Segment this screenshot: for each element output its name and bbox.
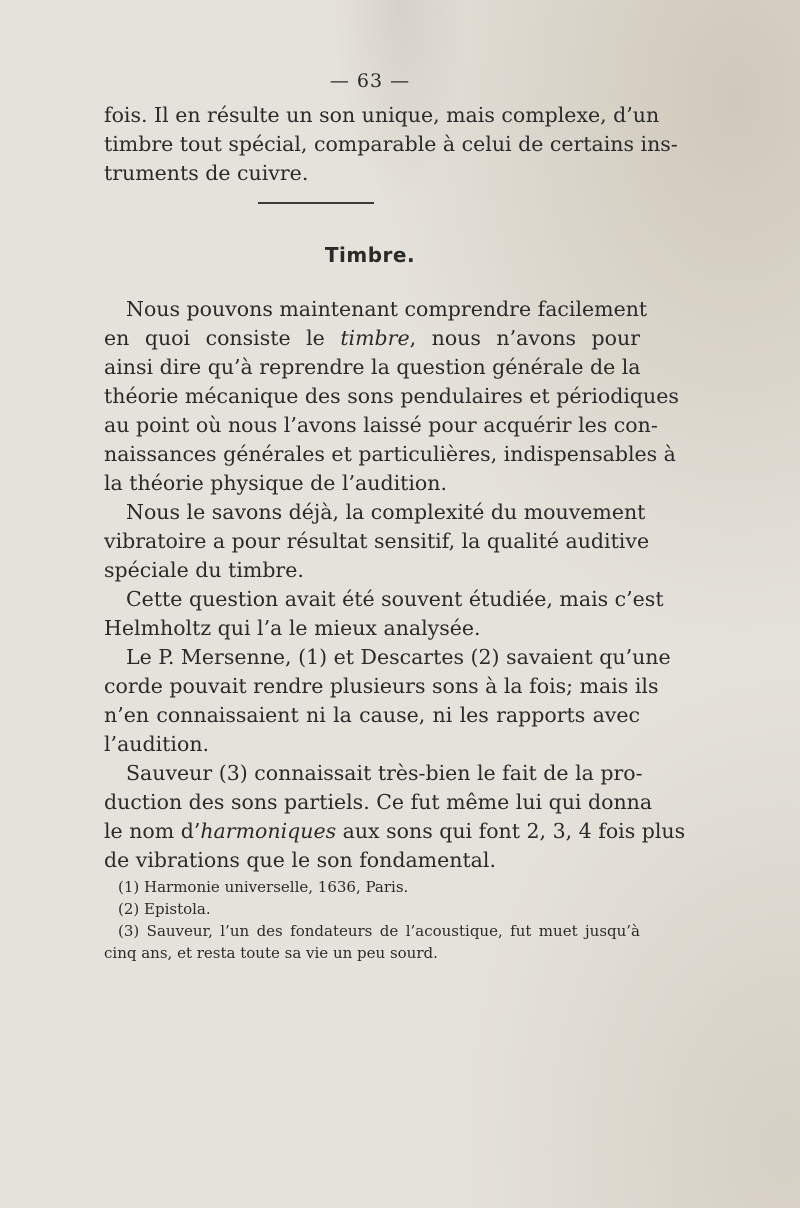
text-line: au point où nous l’avons laissé pour acquérir les con- xyxy=(104,413,658,437)
text-line: théorie mécanique des sons pendulaires et périodiques xyxy=(104,384,679,408)
text-line: timbre tout spécial, comparable à celui de certains ins- xyxy=(104,132,678,156)
text-line: ainsi dire qu’à reprendre la question générale de la xyxy=(104,355,641,379)
text-line: n’en connaissaient ni la cause, ni les rapports avec xyxy=(104,703,640,727)
text-line: Helmholtz qui l’a le mieux analysée. xyxy=(104,616,481,640)
footnote-2: (2) Epistola. xyxy=(118,900,211,918)
body-text xyxy=(104,295,686,875)
text-line: la théorie physique de l’audition. xyxy=(104,471,447,495)
text-line: de vibrations que le son fondamental. xyxy=(104,848,496,872)
text-line: naissances générales et particulières, indispensables à xyxy=(104,442,676,466)
intro-paragraph xyxy=(104,101,678,188)
text-line: corde pouvait rendre plusieurs sons à la fois; mais ils xyxy=(104,674,659,698)
footnote-1: (1) Harmonie universelle, 1636, Paris. xyxy=(118,878,409,896)
footnote-3-continued: cinq ans, et resta toute sa vie un peu sourd. xyxy=(104,944,438,962)
text-line: en quoi consiste le timbre, nous n’avons pour xyxy=(104,326,640,350)
text-line: truments de cuivre. xyxy=(104,161,309,185)
section-heading: Timbre. xyxy=(324,243,416,267)
footnotes xyxy=(104,876,640,964)
section-divider xyxy=(258,202,374,204)
text-line: fois. Il en résulte un son unique, mais complexe, d’un xyxy=(104,103,660,127)
text-line: Nous le savons déjà, la complexité du mouvement xyxy=(126,500,646,524)
text-line: spéciale du timbre. xyxy=(104,558,304,582)
page-number: — 63 — xyxy=(329,70,411,92)
emphasis-harmoniques: harmoniques xyxy=(200,819,337,843)
text-line: Le P. Mersenne, (1) et Descartes (2) savaient qu’une xyxy=(126,645,671,669)
text-line: l’audition. xyxy=(104,732,210,756)
text-line: Cette question avait été souvent étudiée, mais c’est xyxy=(126,587,664,611)
text-line: Nous pouvons maintenant comprendre facilement xyxy=(126,297,648,321)
emphasis-timbre: timbre xyxy=(340,326,410,350)
text-line: Sauveur (3) connaissait très-bien le fait de la pro- xyxy=(126,761,643,785)
footnote-3: (3) Sauveur, l’un des fondateurs de l’acoustique, fut muet jusqu’à xyxy=(118,922,640,940)
text-line: le nom d’harmoniques aux sons qui font 2, 3, 4 fois plus xyxy=(104,819,686,843)
text-line: duction des sons partiels. Ce fut même lui qui donna xyxy=(104,790,653,814)
text-line: vibratoire a pour résultat sensitif, la qualité auditive xyxy=(104,529,650,553)
